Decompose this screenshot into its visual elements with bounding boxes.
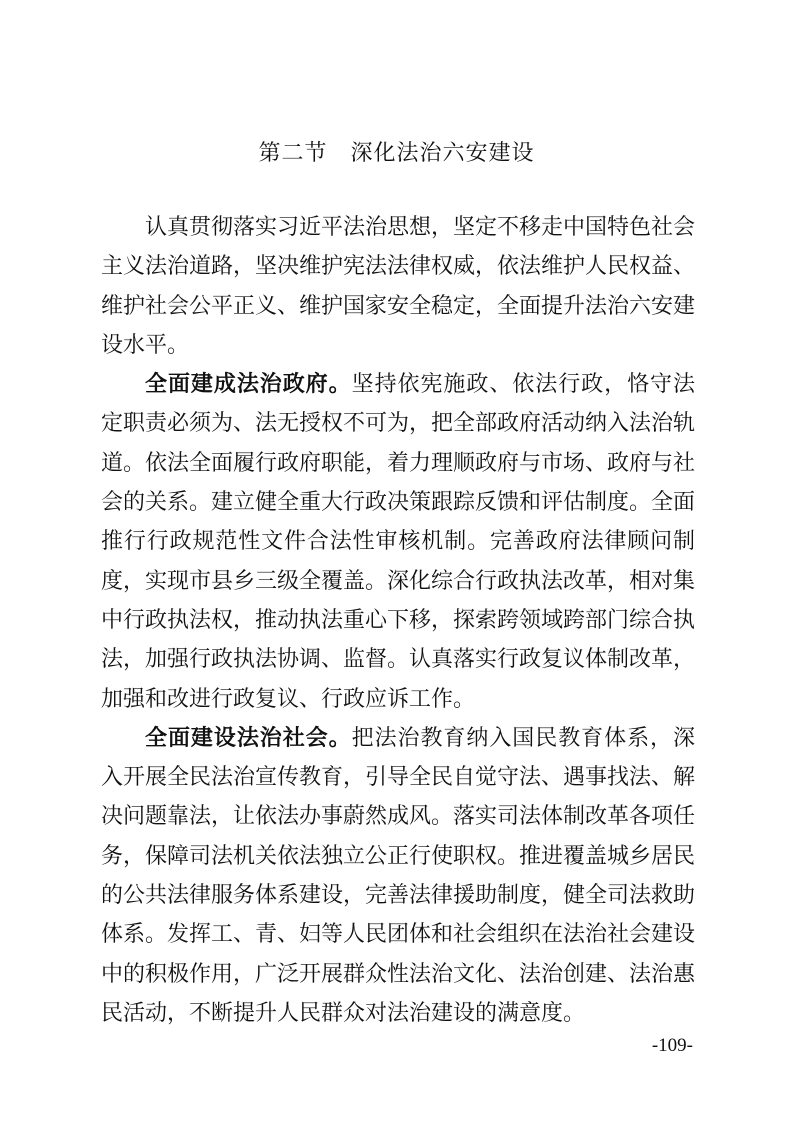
paragraph-law-based-society bbox=[101, 719, 695, 1033]
paragraph-intro bbox=[101, 208, 695, 365]
paragraph-text: 坚持依宪施政、依法行政，恪守法定职责必须为、法无授权不可为，把全部政府活动纳入法治轨道。依法全面履行政府职能，着力理顺政府与市场、政府与社会的关系。建立健全重大行政决策跟踪反馈和评估制度。全面推行行政规范性文件合法性审核机制。完善政府法律顾问制度，实现市县乡三级全覆盖。深化综合行政执法改革，相对集中行政执法权，推动执法重心下移，探索跨领域跨部门综合执法，加强行政执法协调、监督。认真落实行政复议体制改革，加强和改进行政复议、行政应诉工作。 bbox=[101, 372, 696, 712]
document-body bbox=[101, 208, 695, 1033]
page-number: -109- bbox=[651, 1035, 693, 1056]
paragraph-lead: 全面建成法治政府。 bbox=[145, 371, 352, 398]
section-title: 第二节 深化法治六安建设 bbox=[258, 141, 535, 166]
paragraph-text: 把法治教育纳入国民教育体系，深入开展全民法治宣传教育，引导全民自觉守法、遇事找法、解决问题靠法，让依法办事蔚然成风。落实司法体制改革各项任务，保障司法机关依法独立公正行使职权。推进覆盖城乡居民的公共法律服务体系建设，完善法律援助制度，健全司法救助体系。发挥工、青、妇等人民团体和社会组织在法治社会建设中的积极作用，广泛开展群众性法治文化、法治创建、法治惠民活动，不断提升人民群众对法治建设的满意度。 bbox=[101, 725, 696, 1026]
paragraph-law-based-government bbox=[101, 365, 695, 719]
paragraph-lead: 全面建设法治社会。 bbox=[145, 724, 352, 751]
paragraph-text: 认真贯彻落实习近平法治思想，坚定不移走中国特色社会主义法治道路，坚决维护宪法法律权威，依法维护人民权益、维护社会公平正义、维护国家安全稳定，全面提升法治六安建设水平。 bbox=[101, 215, 696, 358]
